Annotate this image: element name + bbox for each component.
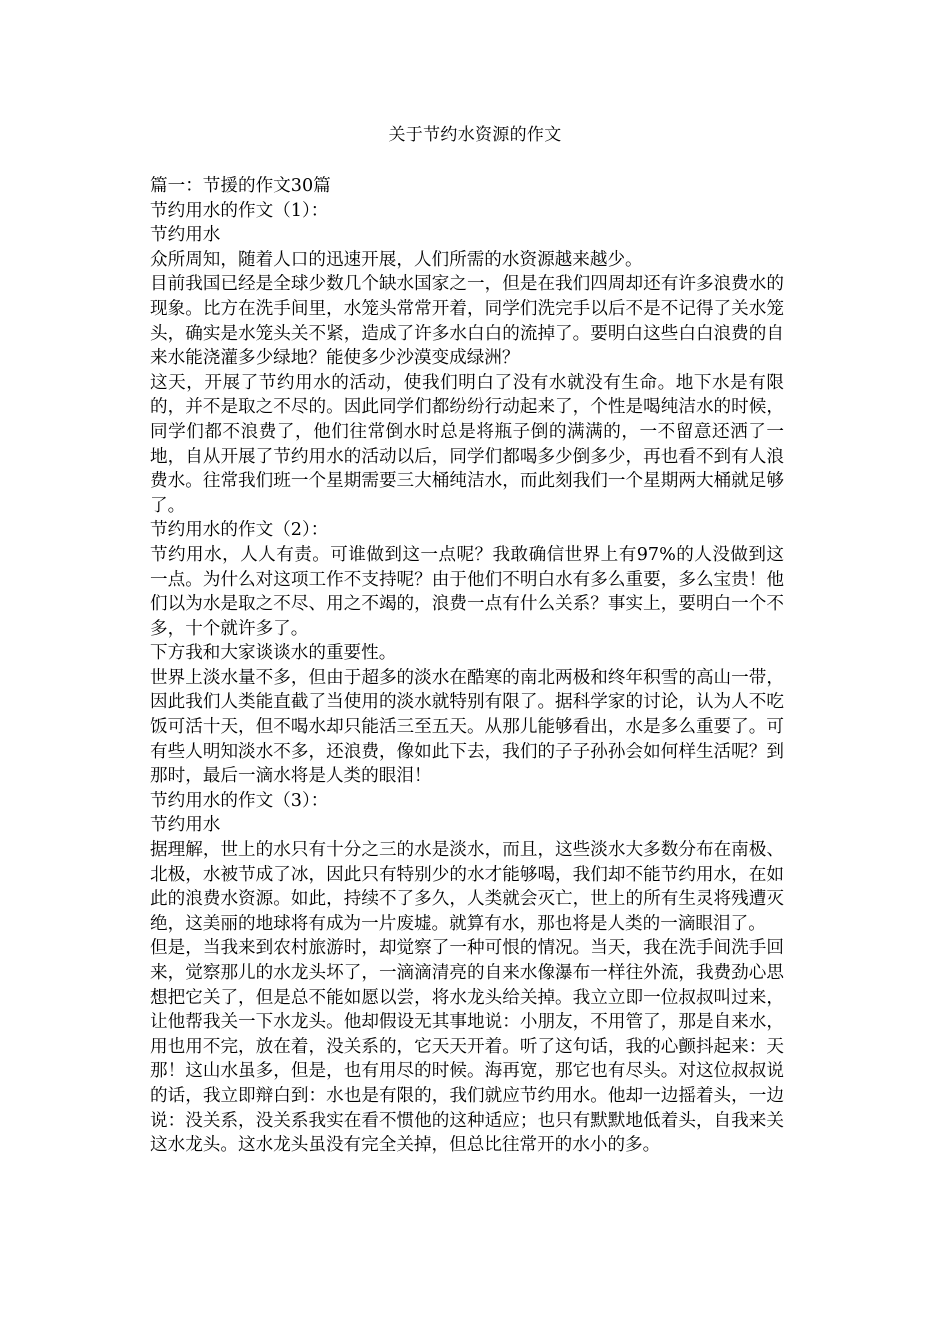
- paragraph: 众所周知，随着人口的迅速开展，人们所需的水资源越来越少。: [150, 249, 643, 270]
- paragraph-essay-1-heading: 节约用水的作文（1）：: [150, 200, 329, 221]
- paragraph: 目前我国已经是全球少数几个缺水国家之一，但是在我们四周却还有许多浪费水的现象。比方在洗手间里，水笼头常常开着，同学们洗完手以后不是不记得了关水笼头，确实是水笼头关不紧，造成了许多水白白的流掉了。要明白这些白白浪费的自来水能浇灌多少绿地？能使多少沙漠变成绿洲？: [150, 274, 784, 369]
- paragraph-essay-1-title: 节约用水: [150, 225, 221, 246]
- paragraph: 下方我和大家谈谈水的重要性。: [150, 643, 397, 664]
- paragraph: 节约用水，人人有责。可谁做到这一点呢？我敢确信世界上有97%的人没做到这一点。为什么对这项工作不支持呢？由于他们不明白水有多么重要，多么宝贵！他们以为水是取之不尽、用之不竭的，浪费一点有什么关系？事实上，要明白一个不多，十个就许多了。: [150, 544, 784, 639]
- paragraph-essay-2-heading: 节约用水的作文（2）：: [150, 520, 329, 541]
- paragraph: 世界上淡水量不多，但由于超多的淡水在酷寒的南北两极和终年积雪的高山一带，因此我们人类能直截了当使用的淡水就特别有限了。据科学家的讨论，认为人不吃饭可活十天，但不喝水却只能活三至五天。从那儿能够看出，水是多么重要了。可有些人明知淡水不多，还浪费，像如此下去，我们的子子孙孙会如何样生活呢？到那时，最后一滴水将是人类的眼泪！: [150, 667, 784, 787]
- paragraph: 这天，开展了节约用水的活动，使我们明白了没有水就没有生命。地下水是有限的，并不是取之不尽的。因此同学们都纷纷行动起来了，个性是喝纯洁水的时候，同学们都不浪费了，他们往常倒水时总是将瓶子倒的满满的，一不留意还洒了一地，自从开展了节约用水的活动以后，同学们都喝多少倒多少，再也看不到有人浪费水。往常我们班一个星期需要三大桶纯洁水，而此刻我们一个星期两大桶就足够了。: [150, 372, 784, 516]
- document-body: [150, 174, 784, 1158]
- paragraph-essay-3-title: 节约用水: [150, 815, 221, 836]
- paragraph: 但是，当我来到农村旅游时，却觉察了一种可恨的情况。当天，我在洗手间洗手回来，觉察那儿的水龙头坏了，一滴滴清亮的自来水像瀑布一样往外流，我费劲心思想把它关了，但是总不能如愿以尝，将水龙头给关掉。我立立即一位叔叔叫过来，让他帮我关一下水龙头。他却假设无其事地说：小朋友，不用管了，那是自来水，用也用不完，放在着，没关系的，它天天开着。听了这句话，我的心颤抖起来：天那！这山水虽多，但是，也有用尽的时候。海再宽，那它也有尽头。对这位叔叔说的话，我立即辩白到：水也是有限的，我们就应节约用水。他却一边摇着头，一边说：没关系，没关系我实在看不惯他的这种适应；也只有默默地低着头，自我来关这水龙头。这水龙头虽没有完全关掉，但总比往常开的水小的多。: [150, 938, 784, 1156]
- document-title: 关于节约水资源的作文: [388, 125, 562, 145]
- paragraph-essay-3-heading: 节约用水的作文（3）：: [150, 790, 329, 811]
- paragraph: 据理解，世上的水只有十分之三的水是淡水，而且，这些淡水大多数分布在南极、北极，水被节成了冰，因此只有特别少的水才能够喝，我们却不能节约用水，在如此的浪费水资源。如此，持续不了多久，人类就会灭亡，世上的所有生灵将残遭灭绝，这美丽的地球将有成为一片废墟。就算有水，那也将是人类的一滴眼泪了。: [150, 840, 784, 934]
- paragraph-section-heading: 篇一：节援的作文30篇: [150, 176, 331, 196]
